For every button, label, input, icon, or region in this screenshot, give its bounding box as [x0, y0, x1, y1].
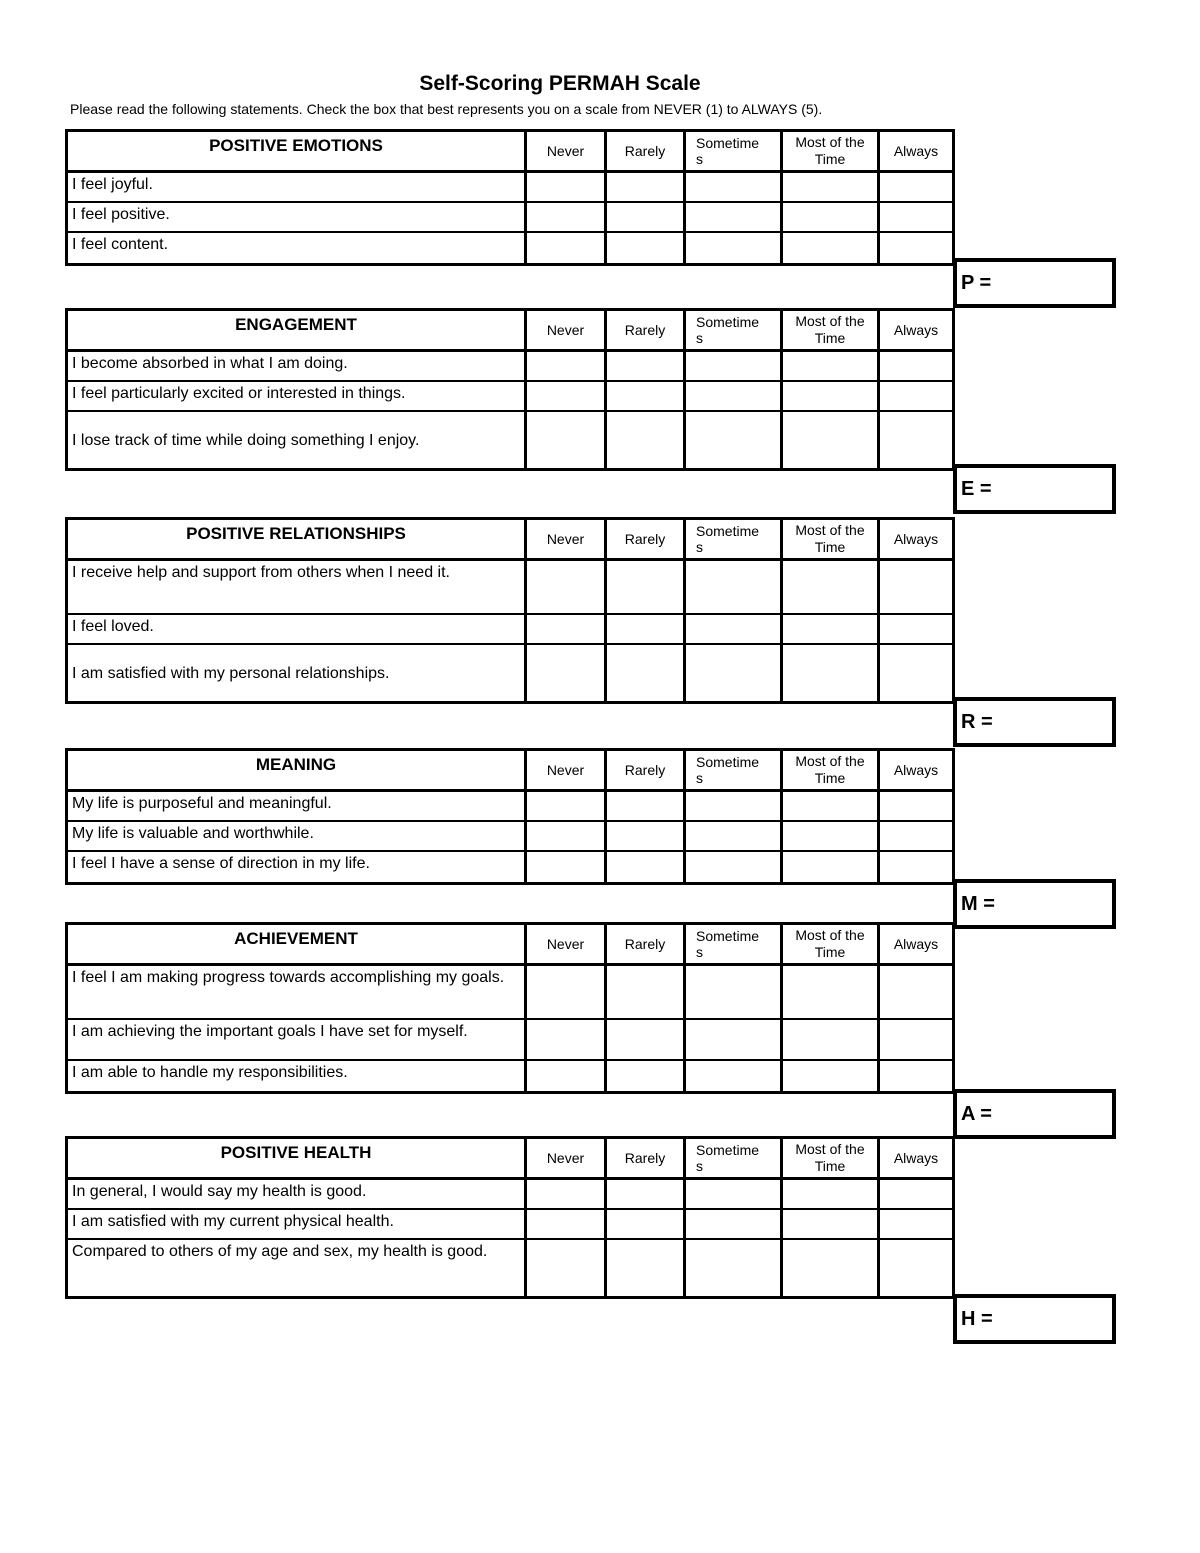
column-sometimes-line1: Sometime — [696, 1142, 760, 1158]
statement-row — [68, 1061, 952, 1091]
statement-label: I become absorbed in what I am doing. — [72, 355, 348, 372]
checkbox-never[interactable] — [527, 561, 607, 613]
statement-label: My life is valuable and worthwhile. — [72, 825, 314, 842]
checkbox-most-of-the-time[interactable] — [783, 173, 880, 201]
statement-label: I am satisfied with my personal relationships. — [72, 665, 390, 682]
section-title: POSITIVE EMOTIONS — [68, 132, 527, 170]
statement-label: I feel joyful. — [72, 176, 153, 193]
section-header-row — [68, 925, 952, 966]
section-title: ACHIEVEMENT — [68, 925, 527, 963]
column-always: Always — [893, 762, 939, 778]
column-most-line2: Time — [814, 1158, 846, 1174]
checkbox-always[interactable] — [880, 1020, 952, 1059]
statement-row — [68, 1180, 952, 1210]
statement-text — [68, 1210, 527, 1238]
column-always: Always — [893, 936, 939, 952]
section-title: POSITIVE HEALTH — [68, 1139, 527, 1177]
checkbox-sometimes[interactable] — [686, 1240, 783, 1296]
column-most-line1: Most of the — [795, 313, 865, 329]
column-never: Never — [527, 1139, 607, 1177]
score-label: E = — [961, 478, 992, 500]
checkbox-never[interactable] — [527, 966, 607, 1018]
checkbox-most-of-the-time[interactable] — [783, 203, 880, 231]
column-rarely: Rarely — [607, 311, 686, 349]
statement-row — [68, 561, 952, 615]
checkbox-never[interactable] — [527, 1020, 607, 1059]
checkbox-rarely[interactable] — [607, 1240, 686, 1296]
checkbox-sometimes[interactable] — [686, 966, 783, 1018]
column-sometimes — [686, 311, 783, 349]
checkbox-sometimes[interactable] — [686, 792, 783, 820]
checkbox-sometimes[interactable] — [686, 173, 783, 201]
checkbox-always[interactable] — [880, 203, 952, 231]
checkbox-always[interactable] — [880, 233, 952, 263]
score-box[interactable] — [953, 258, 1116, 308]
column-never: Never — [527, 132, 607, 170]
column-sometimes — [686, 751, 783, 789]
checkbox-most-of-the-time[interactable] — [783, 615, 880, 643]
column-sometimes-line1: Sometime — [696, 135, 760, 151]
checkbox-always[interactable] — [880, 966, 952, 1018]
statement-row — [68, 1020, 952, 1061]
column-rarely: Rarely — [607, 751, 686, 789]
checkbox-rarely[interactable] — [607, 792, 686, 820]
statement-text — [68, 792, 527, 820]
checkbox-rarely[interactable] — [607, 173, 686, 201]
checkbox-most-of-the-time[interactable] — [783, 561, 880, 613]
checkbox-never[interactable] — [527, 1180, 607, 1208]
score-box[interactable] — [953, 464, 1116, 514]
checkbox-sometimes[interactable] — [686, 822, 783, 850]
score-box[interactable] — [953, 1294, 1116, 1344]
column-sometimes-line2: s — [696, 151, 703, 167]
section-title: POSITIVE RELATIONSHIPS — [68, 520, 527, 558]
checkbox-rarely[interactable] — [607, 203, 686, 231]
score-label: P = — [961, 272, 992, 294]
score-box[interactable] — [953, 1089, 1116, 1139]
column-most-of-the-time — [783, 751, 880, 789]
checkbox-never[interactable] — [527, 352, 607, 380]
statement-label: I feel I am making progress towards accomplishing my goals. — [72, 969, 505, 986]
checkbox-sometimes[interactable] — [686, 412, 783, 468]
score-label: A = — [961, 1103, 992, 1125]
statement-row — [68, 615, 952, 645]
statement-row — [68, 382, 952, 412]
statement-text — [68, 382, 527, 410]
statement-text — [68, 645, 527, 701]
checkbox-never[interactable] — [527, 173, 607, 201]
column-most-line1: Most of the — [795, 1141, 865, 1157]
section-header-row — [68, 751, 952, 792]
checkbox-rarely[interactable] — [607, 412, 686, 468]
statement-row — [68, 792, 952, 822]
checkbox-sometimes[interactable] — [686, 233, 783, 263]
section-table — [65, 922, 955, 1094]
checkbox-most-of-the-time[interactable] — [783, 352, 880, 380]
column-sometimes-line2: s — [696, 1158, 703, 1174]
checkbox-sometimes[interactable] — [686, 1180, 783, 1208]
checkbox-always[interactable] — [880, 382, 952, 410]
column-most-line1: Most of the — [795, 522, 865, 538]
score-label: R = — [961, 711, 993, 733]
checkbox-most-of-the-time[interactable] — [783, 966, 880, 1018]
section-title: ENGAGEMENT — [68, 311, 527, 349]
column-never: Never — [527, 311, 607, 349]
statement-row — [68, 412, 952, 468]
statement-text — [68, 1180, 527, 1208]
column-most-of-the-time — [783, 520, 880, 558]
checkbox-never[interactable] — [527, 1240, 607, 1296]
section-table — [65, 129, 955, 266]
checkbox-never[interactable] — [527, 203, 607, 231]
checkbox-never[interactable] — [527, 1210, 607, 1238]
statement-row — [68, 822, 952, 852]
checkbox-always[interactable] — [880, 173, 952, 201]
column-sometimes-line1: Sometime — [696, 928, 760, 944]
column-never: Never — [527, 520, 607, 558]
checkbox-rarely[interactable] — [607, 382, 686, 410]
statement-text — [68, 233, 527, 263]
column-sometimes-line2: s — [696, 539, 703, 555]
checkbox-most-of-the-time[interactable] — [783, 1210, 880, 1238]
checkbox-always[interactable] — [880, 1240, 952, 1296]
checkbox-sometimes[interactable] — [686, 1210, 783, 1238]
score-label: M = — [961, 893, 995, 915]
statement-label: I feel content. — [72, 236, 169, 253]
checkbox-never[interactable] — [527, 233, 607, 263]
checkbox-most-of-the-time[interactable] — [783, 822, 880, 850]
checkbox-always[interactable] — [880, 1061, 952, 1091]
checkbox-always[interactable] — [880, 352, 952, 380]
column-most-line2: Time — [814, 330, 846, 346]
statement-row — [68, 852, 952, 882]
column-sometimes — [686, 520, 783, 558]
statement-text — [68, 852, 527, 882]
page-title: Self-Scoring PERMAH Scale — [419, 72, 701, 95]
checkbox-rarely[interactable] — [607, 1061, 686, 1091]
column-sometimes — [686, 925, 783, 963]
checkbox-always[interactable] — [880, 822, 952, 850]
statement-text — [68, 1061, 527, 1091]
checkbox-sometimes[interactable] — [686, 615, 783, 643]
checkbox-rarely[interactable] — [607, 822, 686, 850]
statement-text — [68, 173, 527, 201]
section-table — [65, 748, 955, 885]
column-most-line2: Time — [814, 770, 846, 786]
statement-row — [68, 1210, 952, 1240]
statement-row — [68, 1240, 952, 1296]
checkbox-always[interactable] — [880, 645, 952, 701]
checkbox-rarely[interactable] — [607, 561, 686, 613]
checkbox-sometimes[interactable] — [686, 852, 783, 882]
checkbox-rarely[interactable] — [607, 852, 686, 882]
column-rarely: Rarely — [607, 520, 686, 558]
checkbox-never[interactable] — [527, 822, 607, 850]
column-most-line2: Time — [814, 151, 846, 167]
column-rarely: Rarely — [607, 132, 686, 170]
column-sometimes-line1: Sometime — [696, 314, 760, 330]
score-label: H = — [961, 1308, 993, 1330]
checkbox-most-of-the-time[interactable] — [783, 645, 880, 701]
column-rarely: Rarely — [607, 925, 686, 963]
column-most-line1: Most of the — [795, 134, 865, 150]
section-title: MEANING — [68, 751, 527, 789]
column-rarely: Rarely — [607, 1139, 686, 1177]
checkbox-most-of-the-time[interactable] — [783, 382, 880, 410]
checkbox-most-of-the-time[interactable] — [783, 412, 880, 468]
column-never: Never — [527, 751, 607, 789]
statement-text — [68, 822, 527, 850]
section-header-row — [68, 520, 952, 561]
column-sometimes-line2: s — [696, 944, 703, 960]
column-most-line2: Time — [814, 944, 846, 960]
statement-text — [68, 615, 527, 643]
column-most-line2: Time — [814, 539, 846, 555]
column-always: Always — [893, 322, 939, 338]
statement-label: I am able to handle my responsibilities. — [72, 1064, 348, 1081]
section-header-row — [68, 311, 952, 352]
column-sometimes-line2: s — [696, 770, 703, 786]
statement-text — [68, 1240, 527, 1296]
checkbox-sometimes[interactable] — [686, 352, 783, 380]
checkbox-never[interactable] — [527, 412, 607, 468]
checkbox-rarely[interactable] — [607, 352, 686, 380]
statement-row — [68, 173, 952, 203]
checkbox-always[interactable] — [880, 852, 952, 882]
checkbox-rarely[interactable] — [607, 615, 686, 643]
checkbox-never[interactable] — [527, 1061, 607, 1091]
checkbox-always[interactable] — [880, 561, 952, 613]
checkbox-sometimes[interactable] — [686, 1061, 783, 1091]
statement-row — [68, 966, 952, 1020]
statement-label: I feel positive. — [72, 206, 170, 223]
statement-label: My life is purposeful and meaningful. — [72, 795, 332, 812]
section-header-row — [68, 132, 952, 173]
checkbox-most-of-the-time[interactable] — [783, 852, 880, 882]
column-always: Always — [893, 1150, 939, 1166]
column-never: Never — [527, 925, 607, 963]
checkbox-rarely[interactable] — [607, 645, 686, 701]
score-box[interactable] — [953, 697, 1116, 747]
column-most-of-the-time — [783, 1139, 880, 1177]
statement-row — [68, 645, 952, 701]
column-sometimes — [686, 132, 783, 170]
statement-row — [68, 203, 952, 233]
column-most-line1: Most of the — [795, 927, 865, 943]
section-table — [65, 308, 955, 471]
column-most-of-the-time — [783, 132, 880, 170]
checkbox-most-of-the-time[interactable] — [783, 1061, 880, 1091]
statement-text — [68, 561, 527, 613]
checkbox-sometimes[interactable] — [686, 203, 783, 231]
statement-label: I feel particularly excited or interested in things. — [72, 385, 406, 402]
statement-text — [68, 203, 527, 231]
statement-label: I feel I have a sense of direction in my life. — [72, 855, 370, 872]
statement-text — [68, 352, 527, 380]
section-table — [65, 517, 955, 704]
checkbox-always[interactable] — [880, 1180, 952, 1208]
column-most-line1: Most of the — [795, 753, 865, 769]
checkbox-always[interactable] — [880, 792, 952, 820]
column-sometimes-line2: s — [696, 330, 703, 346]
checkbox-most-of-the-time[interactable] — [783, 792, 880, 820]
section-header-row — [68, 1139, 952, 1180]
statement-row — [68, 352, 952, 382]
checkbox-sometimes[interactable] — [686, 1020, 783, 1059]
checkbox-rarely[interactable] — [607, 233, 686, 263]
checkbox-never[interactable] — [527, 852, 607, 882]
checkbox-rarely[interactable] — [607, 966, 686, 1018]
statement-row — [68, 233, 952, 263]
checkbox-most-of-the-time[interactable] — [783, 1240, 880, 1296]
column-most-of-the-time — [783, 925, 880, 963]
column-sometimes — [686, 1139, 783, 1177]
column-always: Always — [893, 143, 939, 159]
statement-label: I feel loved. — [72, 618, 154, 635]
column-always: Always — [893, 531, 939, 547]
checkbox-never[interactable] — [527, 792, 607, 820]
statement-text — [68, 1020, 527, 1059]
checkbox-always[interactable] — [880, 615, 952, 643]
score-box[interactable] — [953, 879, 1116, 929]
checkbox-rarely[interactable] — [607, 1180, 686, 1208]
statement-label: Compared to others of my age and sex, my health is good. — [72, 1243, 488, 1260]
checkbox-most-of-the-time[interactable] — [783, 1180, 880, 1208]
checkbox-sometimes[interactable] — [686, 561, 783, 613]
checkbox-rarely[interactable] — [607, 1210, 686, 1238]
statement-label: I am satisfied with my current physical health. — [72, 1213, 394, 1230]
statement-label: In general, I would say my health is good. — [72, 1183, 367, 1200]
column-sometimes-line1: Sometime — [696, 523, 760, 539]
checkbox-sometimes[interactable] — [686, 645, 783, 701]
checkbox-always[interactable] — [880, 1210, 952, 1238]
section-table — [65, 1136, 955, 1299]
checkbox-rarely[interactable] — [607, 1020, 686, 1059]
column-most-of-the-time — [783, 311, 880, 349]
checkbox-always[interactable] — [880, 412, 952, 468]
checkbox-never[interactable] — [527, 382, 607, 410]
statement-text — [68, 966, 527, 1018]
checkbox-most-of-the-time[interactable] — [783, 1020, 880, 1059]
statement-text — [68, 412, 527, 468]
statement-label: I receive help and support from others when I need it. — [72, 564, 450, 581]
statement-label: I am achieving the important goals I have set for myself. — [72, 1023, 468, 1040]
checkbox-never[interactable] — [527, 645, 607, 701]
column-sometimes-line1: Sometime — [696, 754, 760, 770]
statement-label: I lose track of time while doing something I enjoy. — [72, 432, 420, 449]
instructions: Please read the following statements. Check the box that best represents you on a scale from NEVER (1) to ALWAYS (5). — [70, 101, 823, 117]
checkbox-never[interactable] — [527, 615, 607, 643]
checkbox-sometimes[interactable] — [686, 382, 783, 410]
checkbox-most-of-the-time[interactable] — [783, 233, 880, 263]
